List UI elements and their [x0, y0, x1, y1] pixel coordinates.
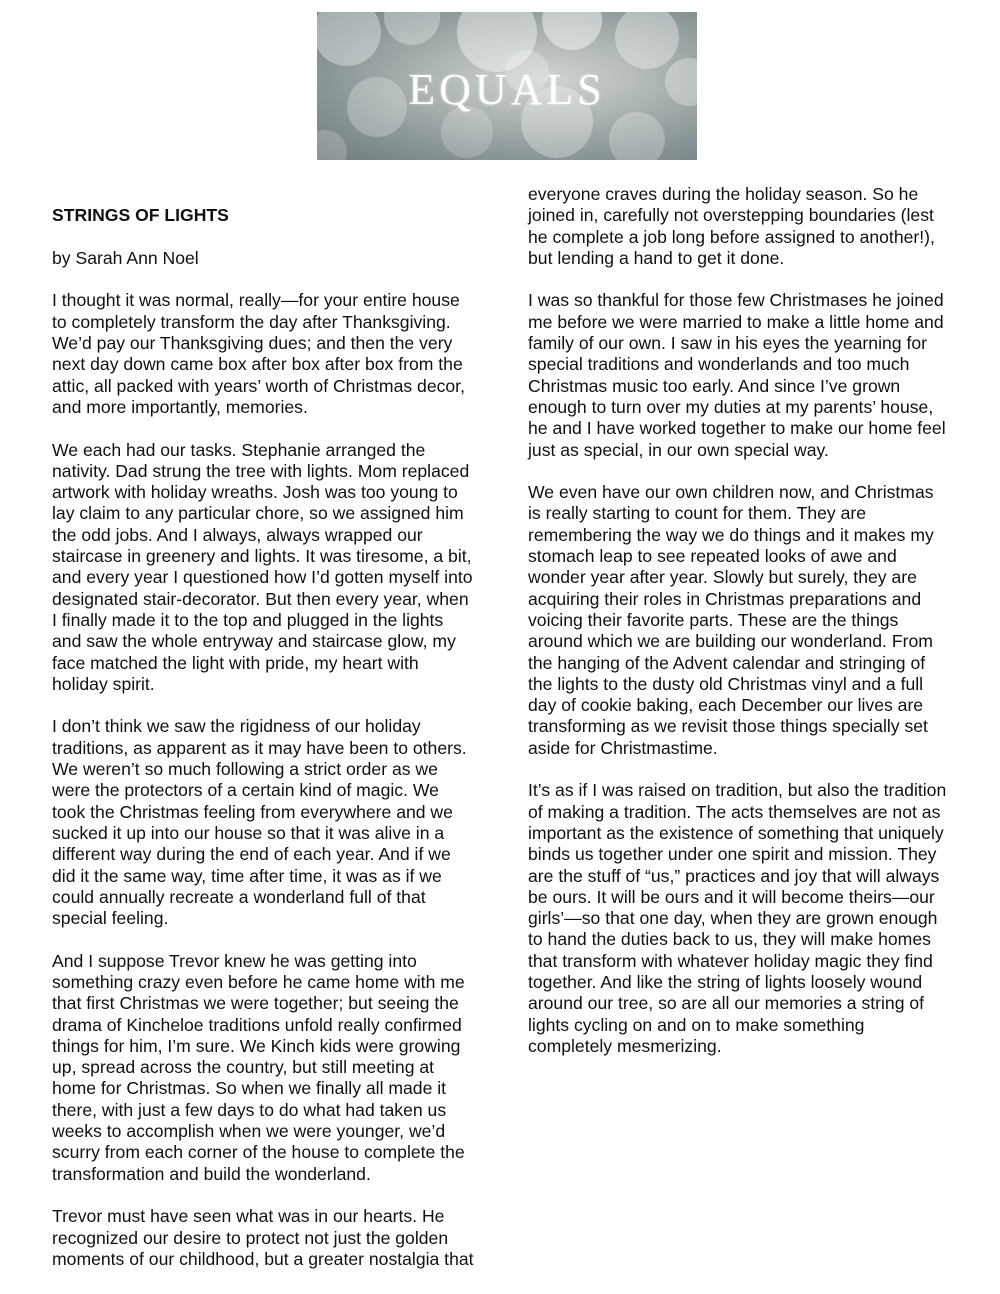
paragraph: We each had our tasks. Stephanie arranged the nativity. Dad strung the tree with lights. Mom replaced artwork with holiday wreaths. Josh was too young to lay claim to any particular chore, so we assigned him the odd jobs. And I always, always wrapped our staircase in greenery and lights. It was tiresome, a bit, and every year I questioned how I’d gotten myself into designated stair-decorator. But then every year, when I finally made it to the top and plugged in the lights and saw the whole entryway and staircase glow, my face matched the light with pride, my heart with holiday spirit. [52, 439, 473, 694]
banner-title: EQUALS [408, 65, 606, 114]
paragraph: everyone craves during the holiday season. So he joined in, carefully not overstepping boundaries (lest he complete a job long before assigned to another!), but lending a hand to get it done. [528, 184, 935, 268]
paragraph: I was so thankful for those few Christmases he joined me before we were married to make a little home and family of our own. I saw in his eyes the yearning for special traditions and wonderlands and too much Christmas music too early. And since I’ve grown enough to turn over my duties at my parents’ house, he and I have worked together to make our home feel just as special, in our own special way. [528, 290, 946, 460]
paragraph: We even have our own children now, and Christmas is really starting to count for them. They are remembering the way we do things and it makes my stomach leap to see repeated looks of awe and wonder year after year. Slowly but surely, they are acquiring their roles in Christmas preparations and voicing their favorite parts. These are the things around which we are building our wonderland. From the hanging of the Advent calendar and stringing of the lights to the dusty old Christmas vinyl and a full day of cookie baking, each December our lives are transforming as we revisit those things specially set aside for Christmastime. [528, 482, 934, 758]
header-banner [317, 12, 697, 160]
article-right-column [528, 184, 968, 1078]
paragraph: I thought it was normal, really—for your entire house to completely transform the day after Thanksgiving. We’d pay our Thanksgiving dues; and then the very next day down came box after box after box from the attic, all packed with years’ worth of Christmas decor, and more importantly, memories. [52, 290, 465, 417]
article-left-column [52, 184, 492, 1291]
paragraph: It’s as if I was raised on tradition, but also the tradition of making a tradition. The acts themselves are not as important as the existence of something that uniquely binds us together under one spirit and mission. They are the stuff of “us,” practices and joy that will always be ours. It will be ours and it will become theirs—our girls’—so that one day, when they are grown enough to hand the duties back to us, they will make homes that transform with whatever holiday magic they find together. And like the string of lights loosely wound around our tree, so are all our memories a string of lights cycling on and on to make something completely mesmerizing. [528, 780, 947, 1056]
article-byline: by Sarah Ann Noel [52, 247, 199, 268]
paragraph: Trevor must have seen what was in our hearts. He recognized our desire to protect not just the golden moments of our childhood, but a greater nostalgia that [52, 1206, 474, 1269]
paragraph: I don’t think we saw the rigidness of our holiday traditions, as apparent as it may have been to others. We weren’t so much following a strict order as we were the protectors of a certain kind of magic. We took the Christmas feeling from everywhere and we sucked it up into our house so that it was alive in a different way during the end of each year. And if we did it the same way, time after time, it was as if we could annually recreate a wonderland full of that special feeling. [52, 716, 467, 929]
article-title: STRINGS OF LIGHTS [52, 205, 229, 226]
paragraph: And I suppose Trevor knew he was getting into something crazy even before he came home with me that first Christmas we were together; but seeing the drama of Kincheloe traditions unfold really confirmed things for him, I’m sure. We Kinch kids were growing up, spread across the country, but still meeting at home for Christmas. So when we finally all made it there, with just a few days to do what had taken us weeks to accomplish when we were younger, we’d scurry from each corner of the house to complete the transformation and build the wonderland. [52, 950, 465, 1184]
